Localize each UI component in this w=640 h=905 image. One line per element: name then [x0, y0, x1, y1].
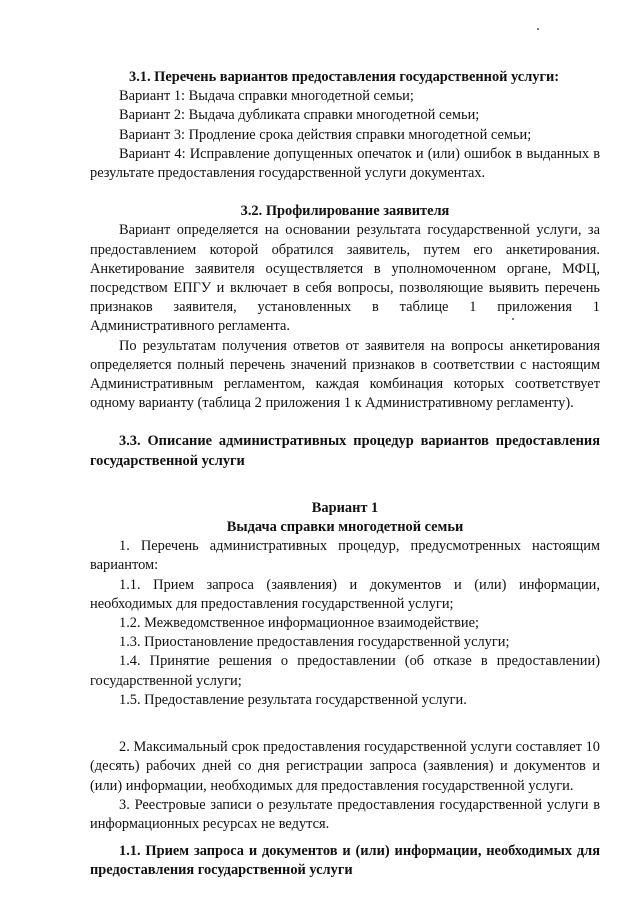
section-3-3-title: 3.3. Описание административных процедур вариантов предоставления государственной услуги	[90, 433, 600, 469]
registry-paragraph: 3. Реестровые записи о результате предоставления государственной услуги в информационных ресурсах не ведутся.	[90, 796, 600, 832]
scan-speck	[537, 28, 539, 30]
variant-list-item: Вариант 4: Исправление допущенных опечаток и (или) ошибок в выданных в результате предоставления государственной услуги документах.	[90, 145, 600, 182]
variant-list-item: Вариант 1: Выдача справки многодетной семьи;	[119, 88, 414, 105]
variant-heading: Вариант 1	[311, 499, 379, 516]
variant-list-item: Вариант 2: Выдача дубликата справки многодетной семьи;	[119, 107, 480, 124]
procedure-list-item: 1.1. Прием запроса (заявления) и документов и (или) информации, необходимых для предоставления государственной услуги;	[90, 576, 600, 612]
document-body	[90, 68, 600, 881]
variant-list-item: Вариант 3: Продление срока действия справки многодетной семьи;	[119, 126, 532, 143]
section-3-2-paragraph: Вариант определяется на основании результата государственной услуги, за предоставлением которой обратился заявитель, путем его анкетирования. Анкетирование заявителя осуществляется в уполномоченном органе, МФЦ, посредством ЕПГУ и включает в себя вопросы, позволяющие выявить перечень признаков заявителя, установленных в таблице 1 приложения 1 Административного регламента.	[90, 222, 600, 335]
procedure-list-item: 1.4. Принятие решения о предоставлении (об отказе в предоставлении) государственной услуги;	[90, 653, 600, 689]
procedure-list-item: 1.5. Предоставление результата государственной услуги.	[119, 691, 467, 708]
section-3-2-paragraph: По результатам получения ответов от заявителя на вопросы анкетирования определяется полный перечень значений признаков в соответствии с настоящим Административным регламентом, каждая комбинация которых соответствует одному варианту (таблица 2 приложения 1 к Административному регламенту).	[90, 337, 600, 412]
section-3-2-title: 3.2. Профилирование заявителя	[240, 203, 450, 220]
variant-subheading: Выдача справки многодетной семьи	[226, 519, 464, 536]
procedure-list-intro: 1. Перечень административных процедур, предусмотренных настоящим вариантом:	[90, 538, 600, 574]
section-3-1-title: 3.1. Перечень вариантов предоставления государственной услуги:	[129, 69, 560, 85]
max-term-paragraph: 2. Максимальный срок предоставления государственной услуги составляет 10 (десять) рабочих дней со дня регистрации запроса (заявления) и документов и (или) информации, необходимых для предоставления государственной услуги.	[90, 739, 600, 794]
procedure-list-item: 1.2. Межведомственное информационное взаимодействие;	[119, 615, 479, 632]
section-1-1-title: 1.1. Прием запроса и документов и (или) информации, необходимых для предоставления государственной услуги	[90, 843, 600, 879]
procedure-list-item: 1.3. Приостановление предоставления государственной услуги;	[119, 634, 510, 651]
